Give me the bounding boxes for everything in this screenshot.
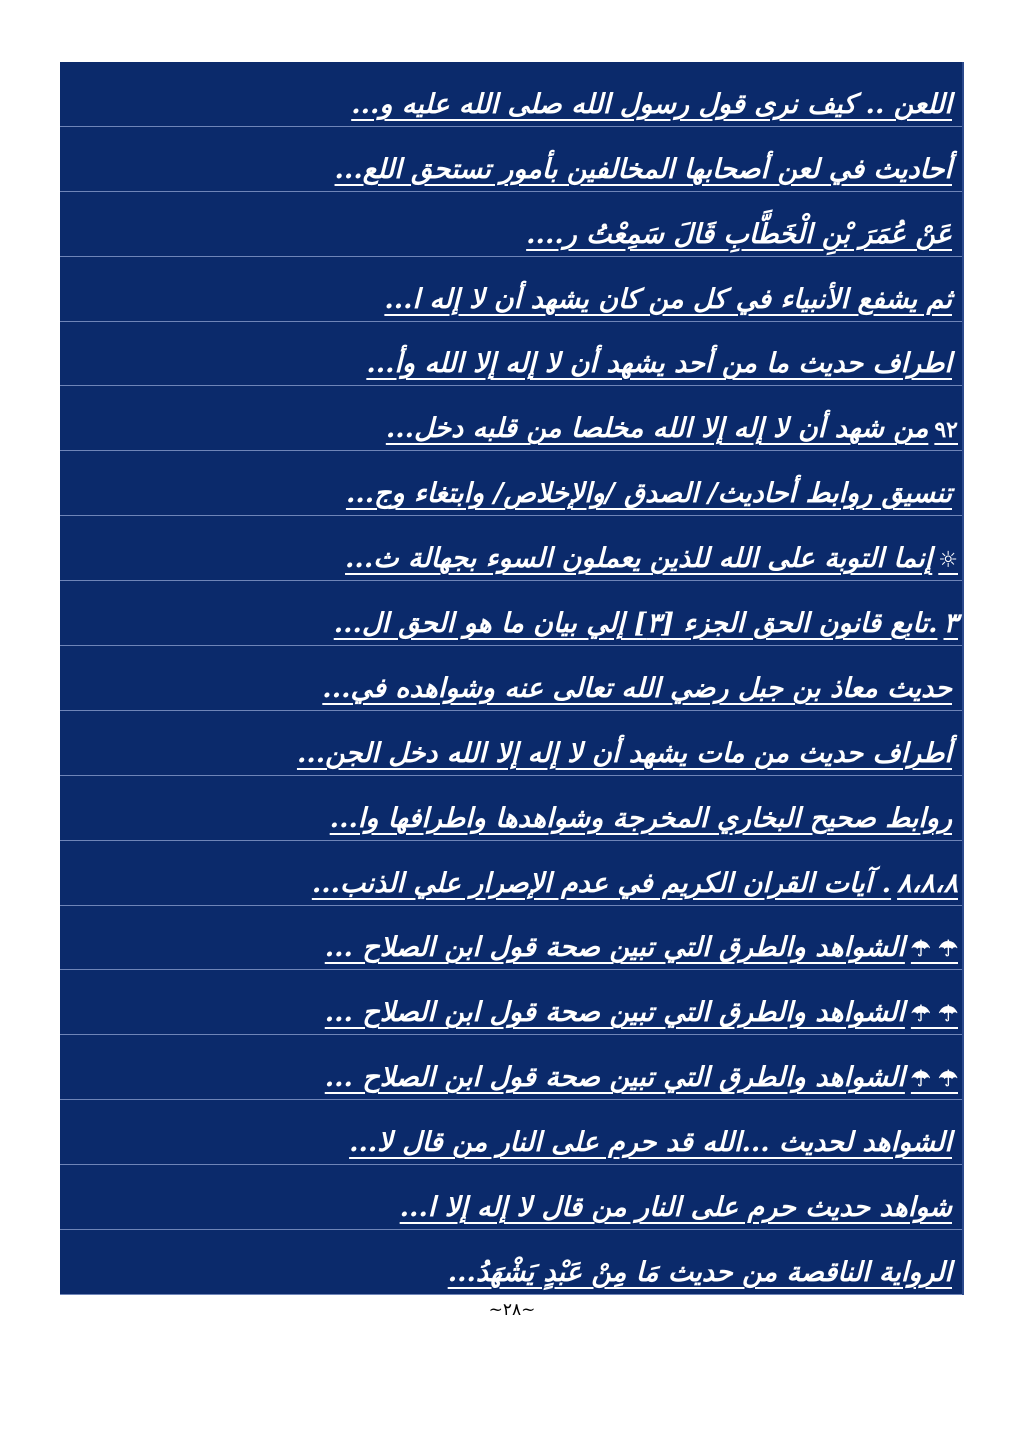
link-list-panel xyxy=(60,62,964,1295)
list-item-link[interactable]: ٩٢من شهد أن لا إله إلا الله مخلصا من قلبه دخل... xyxy=(385,413,958,445)
list-item-link[interactable]: تنسيق روابط أحاديث/ الصدق /والإخلاص/ وابتغاء وج... xyxy=(345,478,952,510)
list-item-link[interactable]: ٣.تابع قانون الحق الجزء [٣] إلي بيان ما هو الحق ال... xyxy=(333,608,958,640)
list-item xyxy=(60,581,962,646)
list-item-link[interactable]: أحاديث في لعن أصحابها المخالفين بأمور تستحق اللع... xyxy=(334,153,952,185)
list-item xyxy=(60,386,962,451)
list-item xyxy=(60,192,962,257)
list-item-link[interactable]: الرواية الناقصة من حديث مَا مِنْ عَبْدٍ يَشْهَدُ... xyxy=(447,1256,952,1288)
list-item xyxy=(60,646,962,711)
list-item-link[interactable]: الشواهد لحديث ...الله قد حرم على النار من قال لا... xyxy=(349,1127,952,1159)
list-item-link[interactable]: أطراف حديث من مات يشهد أن لا إله إلا الله دخل الجن... xyxy=(296,737,952,769)
list-item-link[interactable]: عَنْ عُمَرَ بْنِ الْخَطَّابِ قَالَ سَمِعْتُ ر.... xyxy=(526,218,952,250)
list-item xyxy=(60,1100,962,1165)
list-item xyxy=(60,776,962,841)
list-item-link[interactable]: حديث معاذ بن جبل رضي الله تعالى عنه وشواهده في... xyxy=(322,672,952,704)
list-item xyxy=(60,257,962,322)
list-item xyxy=(60,322,962,387)
list-item xyxy=(60,1230,962,1295)
list-item xyxy=(60,451,962,516)
list-item xyxy=(60,516,962,581)
umbrella-icon: ☂ ☂ xyxy=(910,1066,958,1093)
list-item xyxy=(60,1165,962,1230)
bullet-icon: ٩٢ xyxy=(934,417,958,444)
list-item-link[interactable]: ٨،٨،٨. آيات القران الكريم في عدم الإصرار علي الذنب... xyxy=(311,867,958,899)
list-item xyxy=(60,906,962,971)
list-item-link[interactable]: ثم يشفع الأنبياء في كل من كان يشهد أن لا إله ا... xyxy=(384,283,952,315)
list-item-link[interactable]: ☂ ☂الشواهد والطرق التي تبين صحة قول ابن الصلاح ... xyxy=(324,997,958,1029)
list-item xyxy=(60,127,962,192)
list-item-link[interactable]: روابط صحيح البخاري المخرجة وشواهدها واطرافها وا... xyxy=(329,802,952,834)
list-item-link[interactable]: ☂ ☂الشواهد والطرق التي تبين صحة قول ابن الصلاح ... xyxy=(324,1062,958,1094)
list-item xyxy=(60,711,962,776)
list-item-link[interactable]: ☼إنما التوبة على الله للذين يعملون السوء بجهالة ث... xyxy=(345,543,958,575)
page-number: ~٢٨~ xyxy=(488,1300,536,1320)
list-item-link[interactable]: اطراف حديث ما من أحد يشهد أن لا إله إلا الله وأ... xyxy=(366,348,952,380)
list-item-link[interactable]: ☂ ☂الشواهد والطرق التي تبين صحة قول ابن الصلاح ... xyxy=(324,932,958,964)
list-item xyxy=(60,841,962,906)
umbrella-icon: ☂ ☂ xyxy=(910,1001,958,1028)
sun-icon: ☼ xyxy=(938,547,958,574)
list-item xyxy=(60,970,962,1035)
list-item-link[interactable]: شواهد حديث حرم على النار من قال لا إله إلا ا... xyxy=(399,1192,952,1224)
umbrella-icon: ☂ ☂ xyxy=(910,936,958,963)
link-list xyxy=(60,62,962,1295)
list-item-link[interactable]: اللعن .. كيف نرى قول رسول الله صلى الله عليه و... xyxy=(351,88,952,120)
list-item xyxy=(60,62,962,127)
list-item xyxy=(60,1035,962,1100)
